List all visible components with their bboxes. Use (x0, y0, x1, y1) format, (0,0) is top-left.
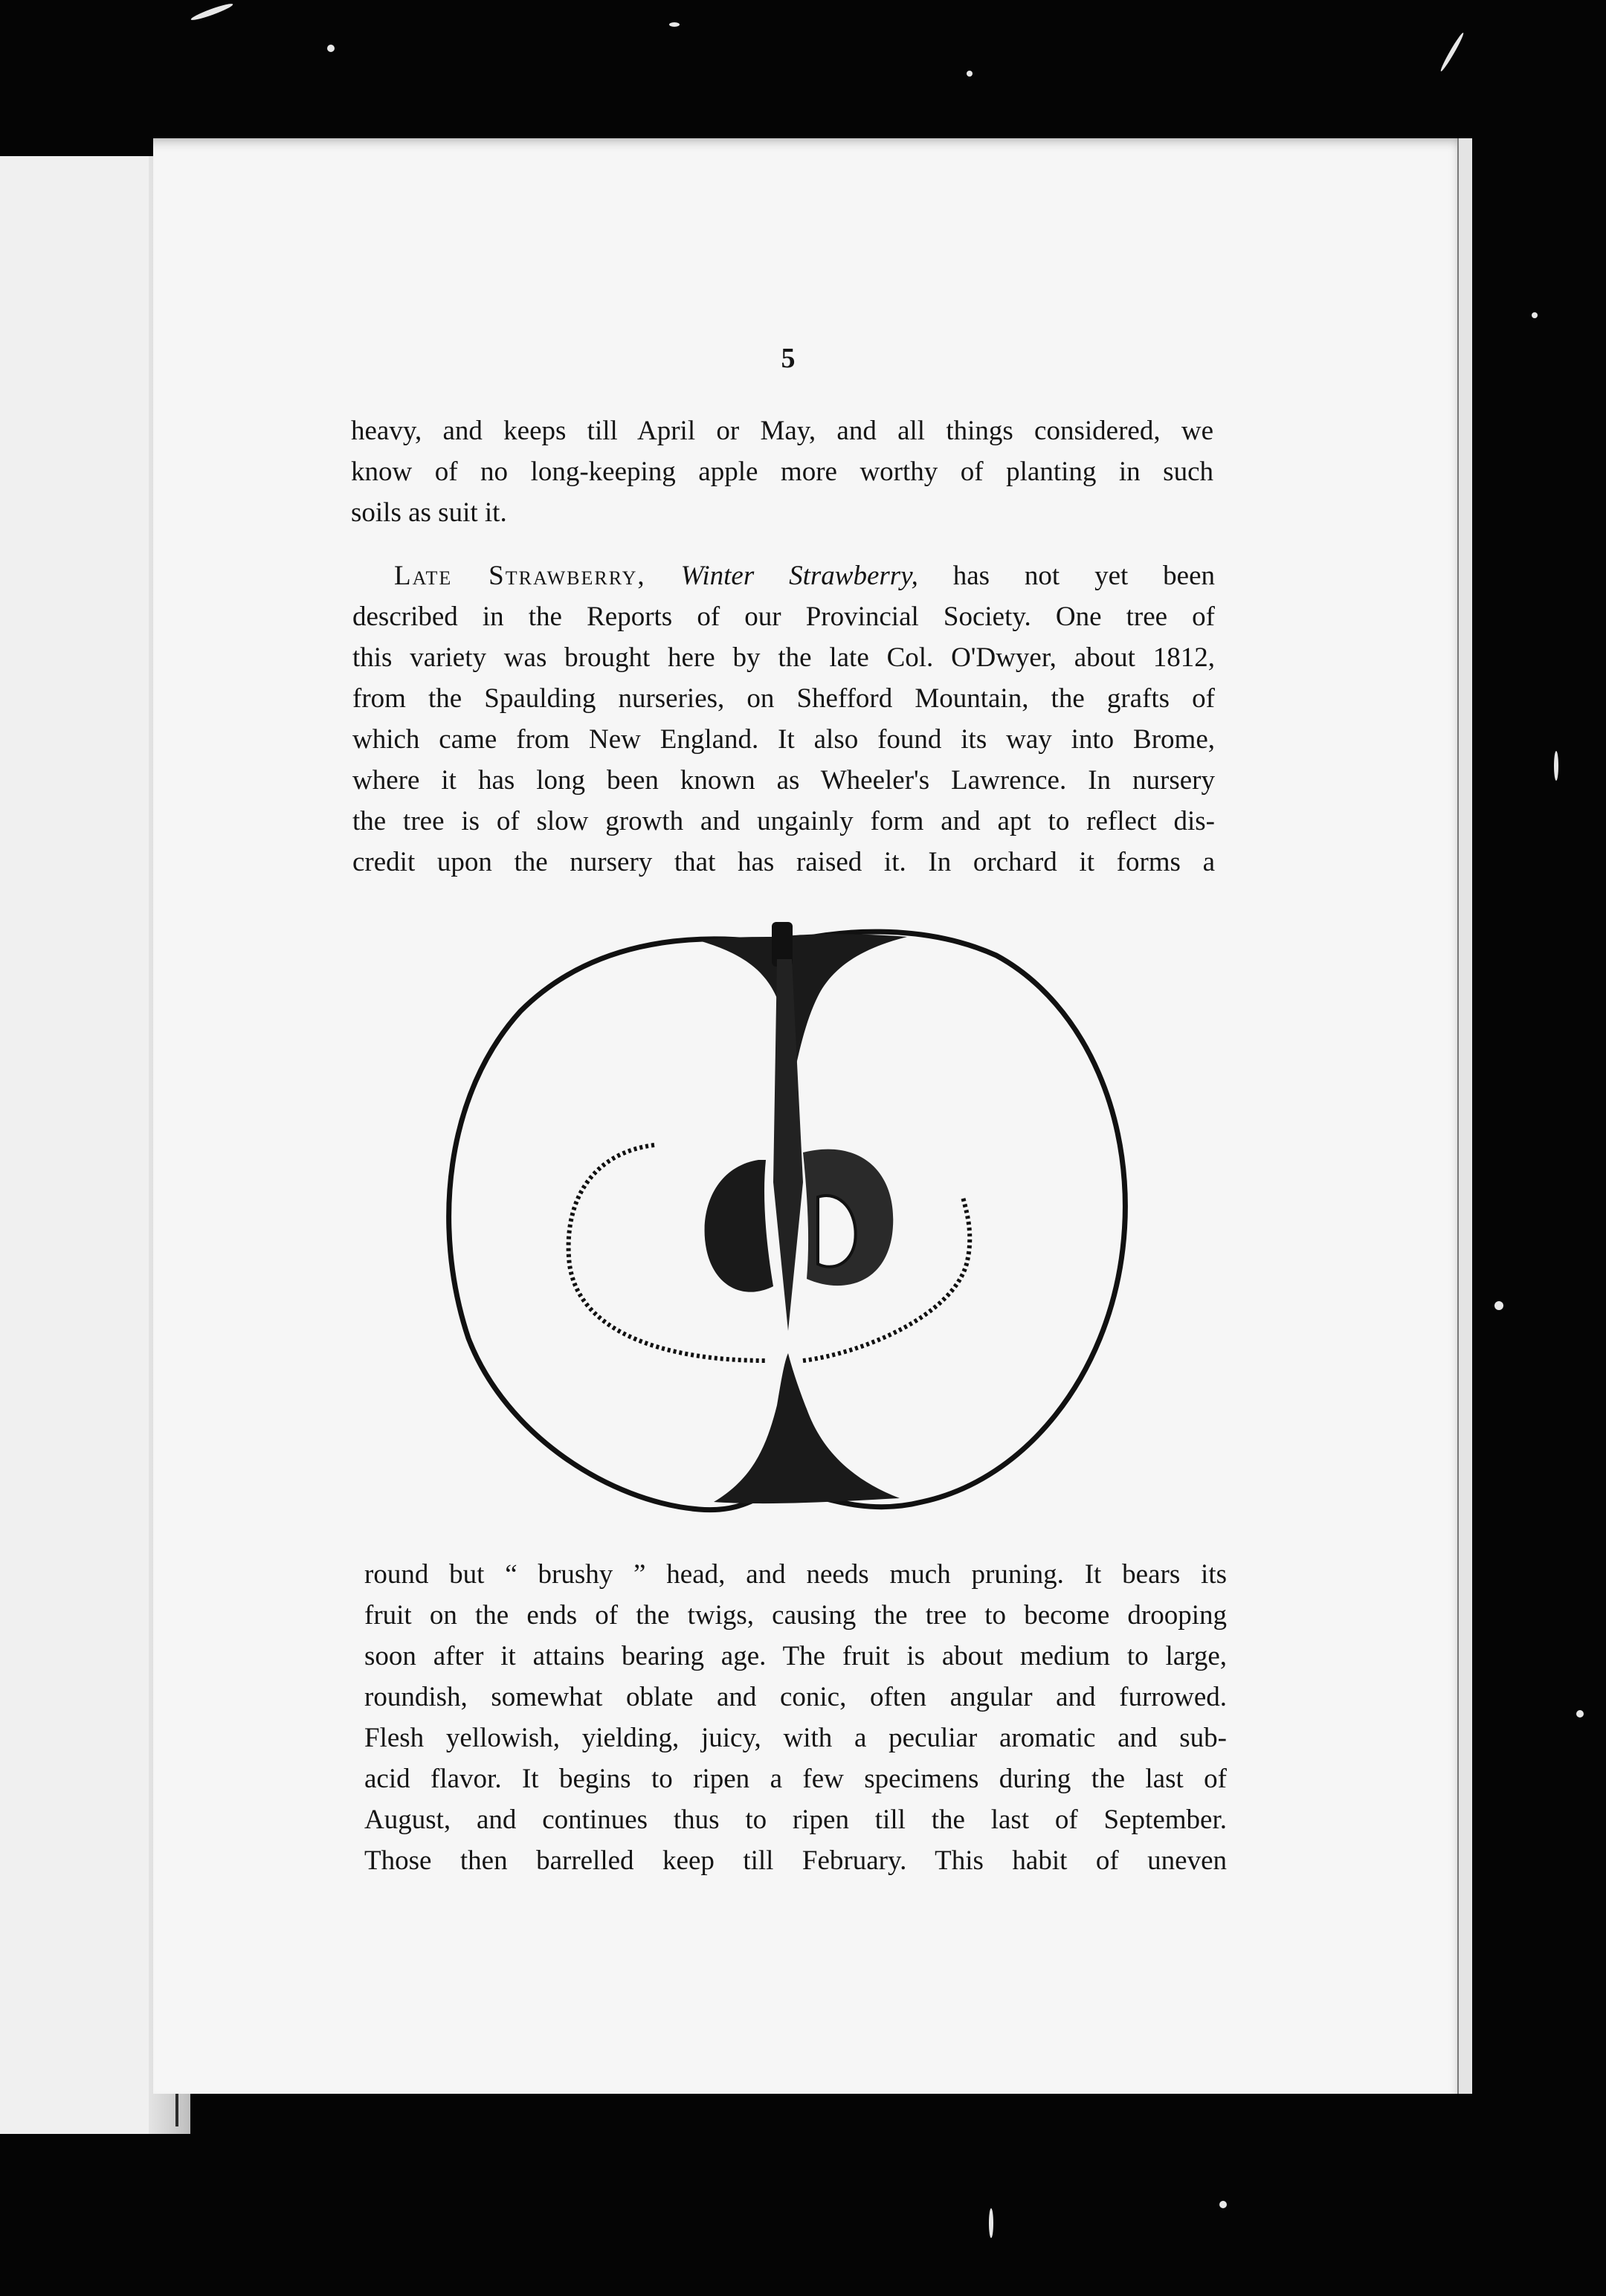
dust-speck (967, 71, 973, 77)
variety-synonym: Winter Strawberry, (680, 561, 918, 591)
stem-cavity (699, 934, 907, 1086)
text-line: round but “ brushy ” head, and needs much pruning. It bears its (364, 1559, 1227, 1590)
text-line: fruit on the ends of the twigs, causing the tree to become drooping (364, 1600, 1227, 1631)
text-line: heavy, and keeps till April or May, and all things considered, we (351, 416, 1213, 446)
dust-speck (1576, 1710, 1584, 1718)
text-line: acid flavor. It begins to ripen a few specimens during the last of (364, 1764, 1227, 1794)
dust-speck (1219, 2201, 1227, 2208)
dust-speck (190, 1, 233, 22)
dust-speck (327, 45, 335, 52)
variety-name: Late Strawberry, (394, 561, 646, 591)
text-line: Those then barrelled keep till February. This habit of uneven (364, 1845, 1227, 1876)
paragraph-round (364, 1554, 1227, 1881)
paragraph-heavy (351, 410, 1213, 533)
text-line: roundish, somewhat oblate and conic, often angular and furrowed. (364, 1682, 1227, 1712)
text-line: credit upon the nursery that has raised it. In orchard it forms a (352, 847, 1215, 877)
dust-speck (1554, 751, 1558, 781)
text-line: from the Spaulding nurseries, on Shefford Mountain, the grafts of (352, 683, 1215, 714)
text-line: this variety was brought here by the late Col. O'Dwyer, about 1812, (352, 642, 1215, 673)
text-line: August, and continues thus to ripen till the last of September. (364, 1805, 1227, 1835)
dust-speck (1494, 1301, 1503, 1310)
page-edge (1457, 138, 1472, 2094)
lead-rest: has not yet been (952, 561, 1216, 591)
text-line: know of no long-keeping apple more worthy of planting in such (351, 457, 1213, 487)
page-number: 5 (781, 343, 796, 374)
apple-cross-section-illustration (416, 915, 1152, 1532)
dust-speck (989, 2208, 993, 2238)
text-line-lead (352, 555, 1215, 596)
text-line: soon after it attains bearing age. The fruit is about medium to large, (364, 1641, 1227, 1671)
dust-speck (669, 22, 680, 27)
dust-speck (1439, 32, 1465, 73)
text-line: Flesh yellowish, yielding, juicy, with a peculiar aromatic and sub- (364, 1723, 1227, 1753)
text-line: the tree is of slow growth and ungainly form and apt to reflect dis- (352, 806, 1215, 836)
paragraph-late-strawberry (352, 555, 1215, 883)
text-line: where it has long been known as Wheeler's Lawrence. In nursery (352, 765, 1215, 796)
text-line: described in the Reports of our Provincial Society. One tree of (352, 602, 1215, 632)
text-line: soils as suit it. (351, 497, 507, 528)
text-line: which came from New England. It also found its way into Brome, (352, 724, 1215, 755)
dust-speck (1532, 312, 1538, 318)
core-left (705, 1160, 773, 1292)
calyx-cavity (714, 1353, 900, 1503)
